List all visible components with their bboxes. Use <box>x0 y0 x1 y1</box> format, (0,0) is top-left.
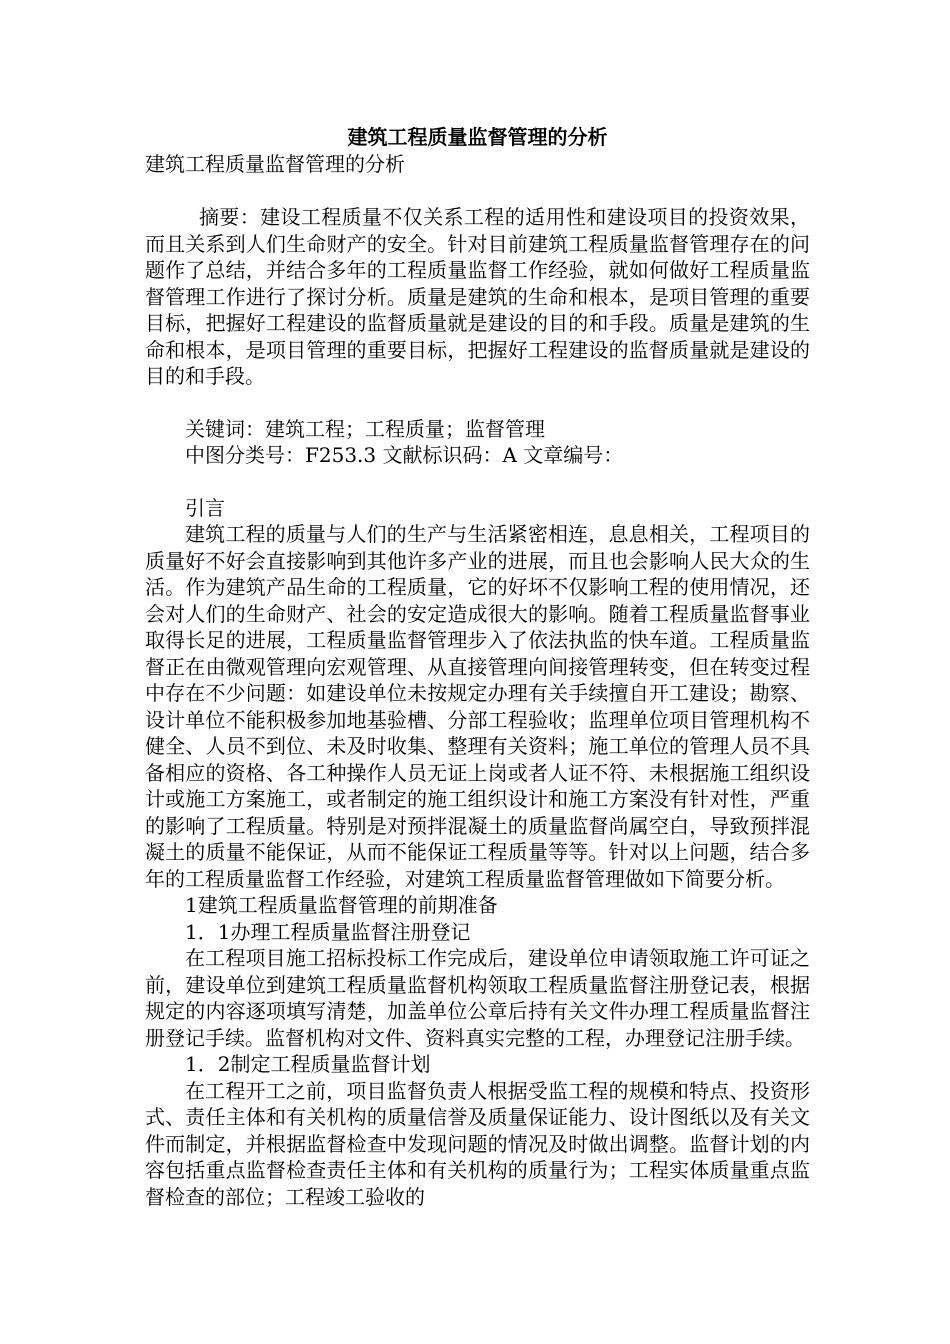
document-page <box>145 124 810 1210</box>
document-subtitle: 建筑工程质量监督管理的分析 <box>145 152 405 176</box>
section-1-2-heading: 1．2制定工程质量监督计划 <box>185 1052 431 1076</box>
section-1-1-heading: 1．1办理工程质量监督注册登记 <box>185 919 471 944</box>
intro-heading: 引言 <box>185 495 225 520</box>
spacer <box>145 390 810 416</box>
keywords-line: 关键词：建筑工程；工程质量；监督管理 <box>185 416 545 441</box>
section-1-2-paragraph: 在工程开工之前，项目监督负责人根据受监工程的规模和特点、投资形式、责任主体和有关机构的质量信誉及质量保证能力、设计图纸以及有关文件而制定，并根据监督检查中发现问题的情况及时做出调整。监督计划的内容包括重点监督检查责任主体和有关机构的质量行为；工程实体质量重点监督检查的部位；工程竣工验收的 <box>145 1078 810 1209</box>
abstract-paragraph: 摘要：建设工程质量不仅关系工程的适用性和建设项目的投资效果，而且关系到人们生命财产的安全。针对目前建筑工程质量监督管理存在的问题作了总结，并结合多年的工程质量监督工作经验，就如何做好工程质量监督管理工作进行了探讨分析。质量是建筑的生命和根本，是项目管理的重要目标，把握好工程建设的监督质量就是建设的目的和手段。质量是建筑的生命和根本，是项目管理的重要目标，把握好工程建设的监督质量就是建设的目的和手段。 <box>145 205 810 388</box>
document-title: 建筑工程质量监督管理的分析 <box>347 125 608 149</box>
section-1-1-paragraph: 在工程项目施工招标投标工作完成后，建设单位申请领取施工许可证之前，建设单位到建筑工程质量监督机构领取工程质量监督注册登记表，根据规定的内容逐项填写清楚，加盖单位公章后持有关文件办理工程质量监督注册登记手续。监督机构对文件、资料真实完整的工程，办理登记注册手续。 <box>145 946 810 1050</box>
section-1-heading: 1建筑工程质量监督管理的前期准备 <box>185 893 498 917</box>
spacer <box>145 469 810 495</box>
classification-line: 中图分类号：F253.3 文献标识码：A 文章编号： <box>185 443 624 467</box>
intro-paragraph: 建筑工程的质量与人们的生产与生活紧密相连，息息相关，工程项目的质量好不好会直接影响到其他许多产业的进展，而且也会影响人民大众的生活。作为建筑产品生命的工程质量，它的好坏不仅影响工程的使用情况，还会对人们的生命财产、社会的安定造成很大的影响。随着工程质量监督事业取得长足的进展，工程质量监督管理步入了依法执监的快车道。工程质量监督正在由微观管理向宏观管理、从直接管理向间接管理转变，但在转变过程中存在不少问题：如建设单位未按规定办理有关手续擅自开工建设；勘察、设计单位不能积极参加地基验槽、分部工程验收；监理单位项目管理机构不健全、人员不到位、未及时收集、整理有关资料；施工单位的管理人员不具备相应的资格、各工种操作人员无证上岗或者人证不符、未根据施工组织设计或施工方案施工，或者制定的施工组织设计和施工方案没有针对性，严重的影响了工程质量。特别是对预拌混凝土的质量监督尚属空白，导致预拌混凝土的质量不能保证，从而不能保证工程质量等等。针对以上问题，结合多年的工程质量监督工作经验，对建筑工程质量监督管理做如下简要分析。 <box>145 522 810 891</box>
spacer <box>145 178 810 204</box>
